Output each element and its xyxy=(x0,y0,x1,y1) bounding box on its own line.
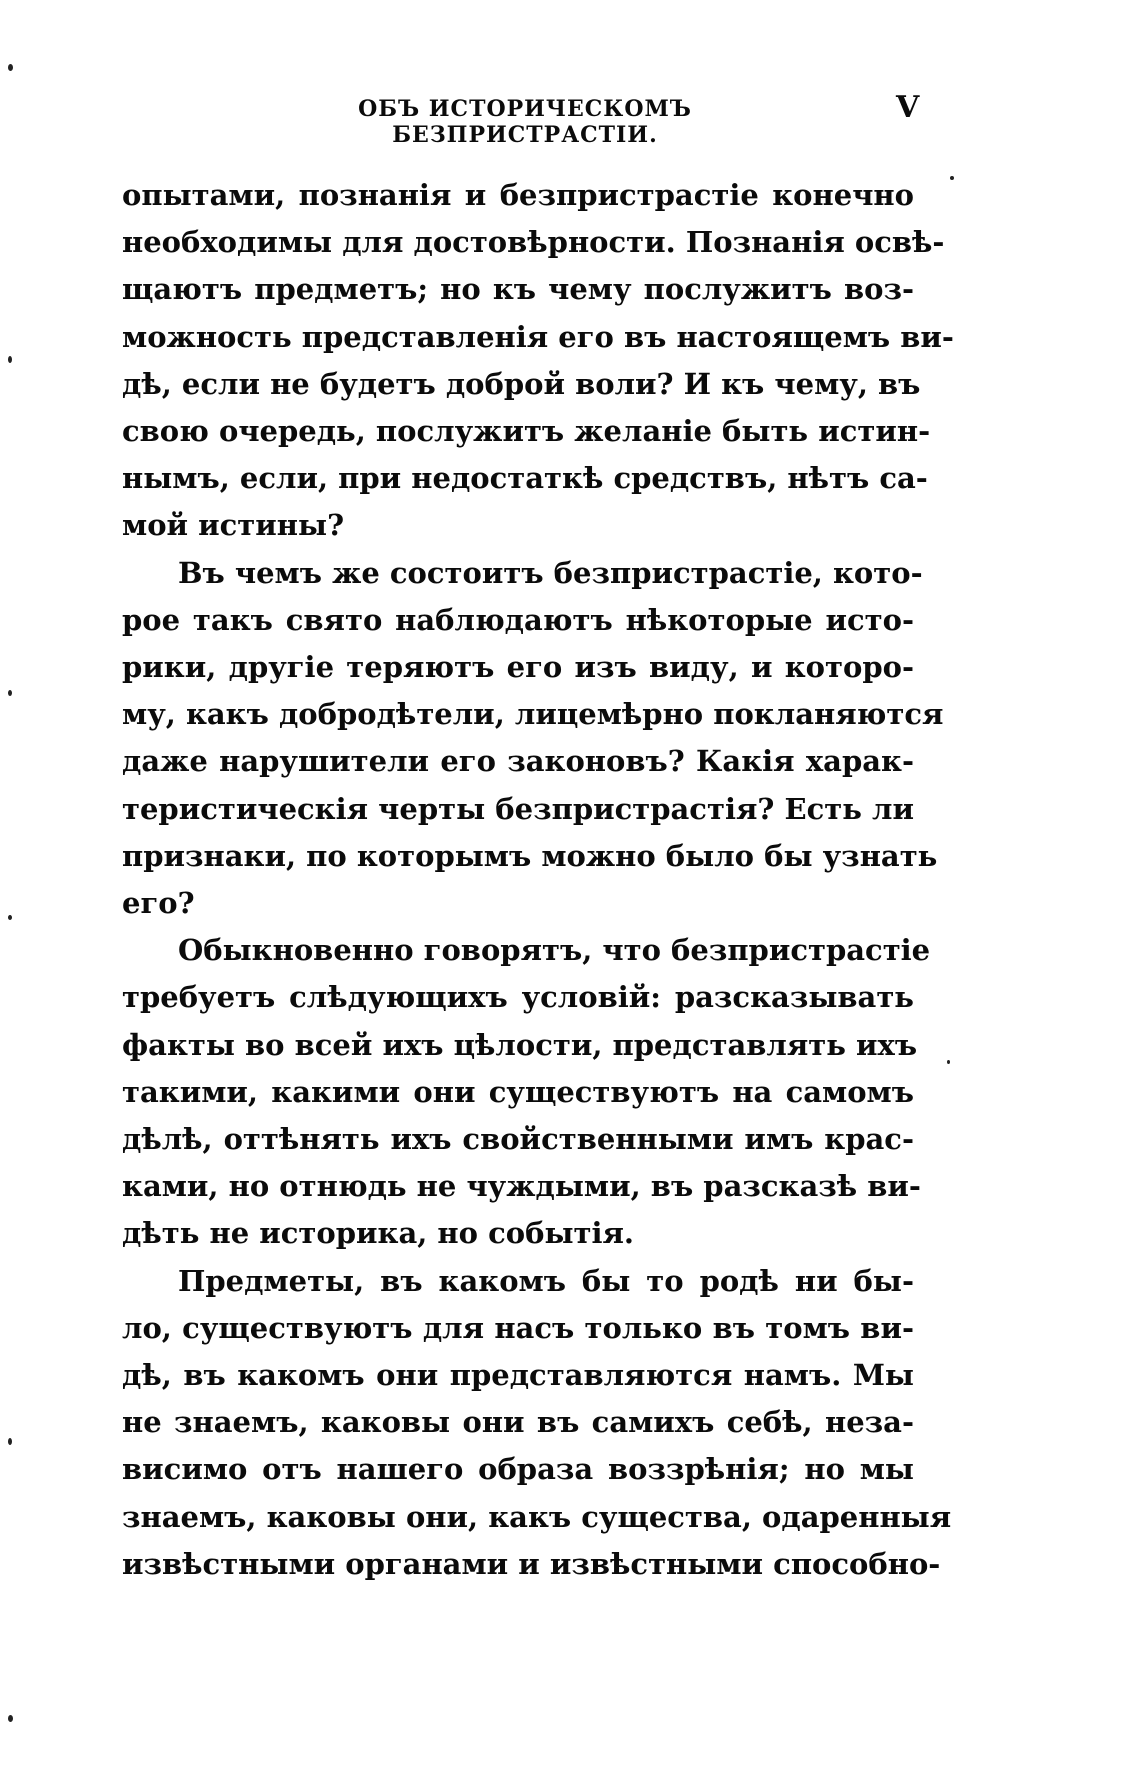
text-line: мой истины? xyxy=(122,508,345,543)
text-line: требуетъ слѣдующихъ условій: разсказывать xyxy=(122,980,914,1015)
text-line: ло, существуютъ для насъ только въ томъ ви- xyxy=(122,1310,914,1345)
text-line: свою очередь, послужитъ желаніе быть истин- xyxy=(122,414,931,449)
text-line: ками, но отнюдь не чуждыми, въ разсказѣ ви- xyxy=(122,1169,921,1204)
scan-speck xyxy=(8,356,12,363)
text-line: дѣть не историка, но событія. xyxy=(122,1216,635,1251)
scan-speck xyxy=(947,1060,950,1064)
paragraph-4 xyxy=(122,1258,952,1588)
text-line: признаки, по которымъ можно было бы узнать xyxy=(122,838,938,873)
text-line: щаютъ предметъ; но къ чему послужитъ воз- xyxy=(122,272,914,307)
scan-speck xyxy=(8,690,12,696)
text-line: необходимы для достовѣрности. Познанія освѣ- xyxy=(122,225,945,260)
text-line: извѣстными органами и извѣстными способно- xyxy=(122,1546,941,1581)
text-line: Предметы, въ какомъ бы то родѣ ни бы- xyxy=(178,1263,914,1298)
text-line: его? xyxy=(122,886,195,921)
text-line: такими, какими они существуютъ на самомъ xyxy=(122,1074,914,1109)
text-line: дѣлѣ, оттѣнять ихъ свойственными имъ крас- xyxy=(122,1122,914,1157)
text-line: висимо отъ нашего образа воззрѣнія; но мы xyxy=(122,1452,914,1487)
paragraph-3 xyxy=(122,927,931,1257)
running-title: ОБЪ ИСТОРИЧЕСКОМЪ БЕЗПРИСТРАСТІИ. xyxy=(358,96,692,148)
scan-speck xyxy=(8,1715,13,1722)
text-line: му, какъ добродѣтели, лицемѣрно покланяются xyxy=(122,697,944,732)
text-line: даже нарушители его законовъ? Какія харак- xyxy=(122,744,914,779)
paragraph-2 xyxy=(122,550,944,928)
text-line: рое такъ свято наблюдаютъ нѣкоторые исто- xyxy=(122,602,914,637)
text-line: можность представленія его въ настоящемъ ви- xyxy=(122,319,954,354)
text-line: факты во всей ихъ цѣлости, представлять ихъ xyxy=(122,1027,918,1062)
text-line: знаемъ, каковы они, какъ существа, одаренныя xyxy=(122,1499,952,1534)
scan-speck xyxy=(8,1438,12,1445)
body-text xyxy=(122,172,954,1588)
text-line: не знаемъ, каковы они въ самихъ себѣ, неза- xyxy=(122,1405,914,1440)
text-line: Обыкновенно говорятъ, что безпристрастіе xyxy=(178,933,931,968)
scan-speck xyxy=(8,64,13,71)
paragraph-1 xyxy=(122,172,954,550)
page-number: V xyxy=(896,90,920,125)
text-line: теристическія черты безпристрастія? Есть ли xyxy=(122,791,914,826)
text-line: дѣ, если не будетъ доброй воли? И къ чему, въ xyxy=(122,366,921,401)
text-line: дѣ, въ какомъ они представляются намъ. Мы xyxy=(122,1358,914,1393)
text-line: нымъ, если, при недостаткѣ средствъ, нѣтъ са- xyxy=(122,461,928,496)
text-line: рики, другіе теряютъ его изъ виду, и которо- xyxy=(122,650,914,685)
text-line: Въ чемъ же состоитъ безпристрастіе, кото- xyxy=(178,555,923,590)
scan-speck xyxy=(8,915,12,920)
scan-speck xyxy=(950,176,954,180)
text-line: опытами, познанія и безпристрастіе конечно xyxy=(122,178,914,212)
